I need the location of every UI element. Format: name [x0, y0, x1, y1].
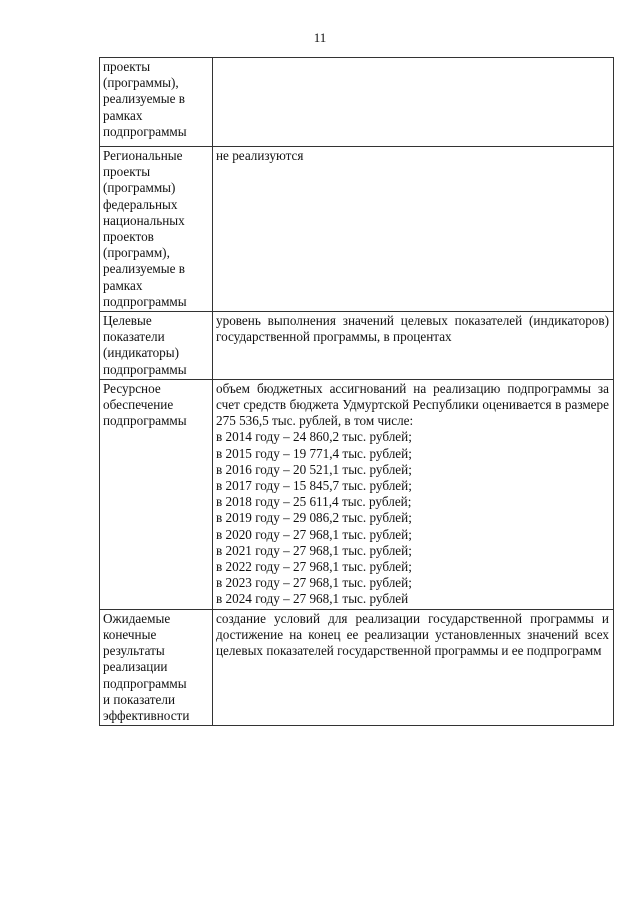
row-value: не реализуются: [213, 147, 614, 312]
budget-year-line: в 2022 году – 27 968,1 тыс. рублей;: [216, 559, 412, 575]
row-label: [100, 379, 213, 609]
table-row-regional-projects: [100, 147, 614, 312]
label-line: подпрограммы: [103, 675, 187, 691]
label-line: (программ),: [103, 245, 170, 261]
table-row-expected-results: [100, 609, 614, 725]
label-line: Региональные: [103, 148, 183, 163]
label-line: результаты: [103, 643, 165, 659]
label-line: проекты: [103, 164, 151, 180]
label-line: рамках: [103, 107, 143, 123]
budget-intro: объем бюджетных ассигнований на реализацию подпрограммы за счет средств бюджета Удмуртской Республики оценивается в размере 275 536,5 тыс. рублей, в том числе:: [216, 380, 609, 429]
row-value: создание условий для реализации государственной программы и достижение на конец ее реализации установленных значений всех целевых показателей государственной программы и ее подпрограмм: [213, 609, 614, 725]
label-line: подпрограммы: [103, 123, 187, 139]
label-line: подпрограммы: [103, 361, 187, 377]
label-line: подпрограммы: [103, 293, 187, 309]
page-number: 11: [313, 30, 327, 45]
row-label: [100, 147, 213, 312]
label-line: проектов: [103, 229, 154, 245]
subprogram-passport-table: [99, 57, 614, 726]
row-value: уровень выполнения значений целевых показателей (индикаторов) государственной программы, в процентах: [213, 312, 614, 380]
label-line: реализуемые в: [103, 91, 186, 107]
label-line: (индикаторы): [103, 345, 180, 361]
table-row-target-indicators: [100, 312, 614, 380]
label-line: (программы),: [103, 75, 179, 91]
label-line: рамках: [103, 277, 143, 293]
row-value: [213, 379, 614, 609]
budget-year-line: в 2015 году – 19 771,4 тыс. рублей;: [216, 445, 412, 461]
label-line: показатели: [103, 329, 165, 345]
label-line: Ресурсное: [103, 380, 161, 396]
label-line: Ожидаемые: [103, 610, 171, 626]
table-row-projects: [100, 58, 614, 147]
budget-year-line: в 2017 году – 15 845,7 тыс. рублей;: [216, 478, 412, 494]
label-line: реализуемые в: [103, 261, 186, 277]
budget-year-line: в 2014 году – 24 860,2 тыс. рублей;: [216, 429, 412, 445]
budget-year-line: в 2019 году – 29 086,2 тыс. рублей;: [216, 510, 412, 526]
label-line: проекты: [103, 59, 151, 74]
budget-year-line: в 2020 году – 27 968,1 тыс. рублей;: [216, 526, 412, 542]
budget-year-line: в 2018 году – 25 611,4 тыс. рублей;: [216, 494, 412, 510]
label-line: реализации: [103, 659, 168, 675]
label-line: эффективности: [103, 707, 190, 723]
label-line: Целевые: [103, 313, 152, 329]
label-line: федеральных: [103, 196, 178, 212]
label-line: конечные: [103, 626, 157, 642]
budget-year-line: в 2021 году – 27 968,1 тыс. рублей;: [216, 542, 412, 558]
row-label: [100, 58, 213, 147]
budget-year-line: в 2024 году – 27 968,1 тыс. рублей: [216, 591, 409, 607]
budget-year-line: в 2016 году – 20 521,1 тыс. рублей;: [216, 461, 412, 477]
row-label: [100, 609, 213, 725]
label-line: и показатели: [103, 691, 176, 707]
label-line: подпрограммы: [103, 413, 187, 429]
table-row-resource-provision: [100, 379, 614, 609]
label-line: (программы): [103, 180, 176, 196]
label-line: национальных: [103, 212, 185, 228]
row-label: [100, 312, 213, 380]
row-value: [213, 58, 614, 147]
budget-year-line: в 2023 году – 27 968,1 тыс. рублей;: [216, 575, 412, 591]
label-line: обеспечение: [103, 397, 174, 413]
